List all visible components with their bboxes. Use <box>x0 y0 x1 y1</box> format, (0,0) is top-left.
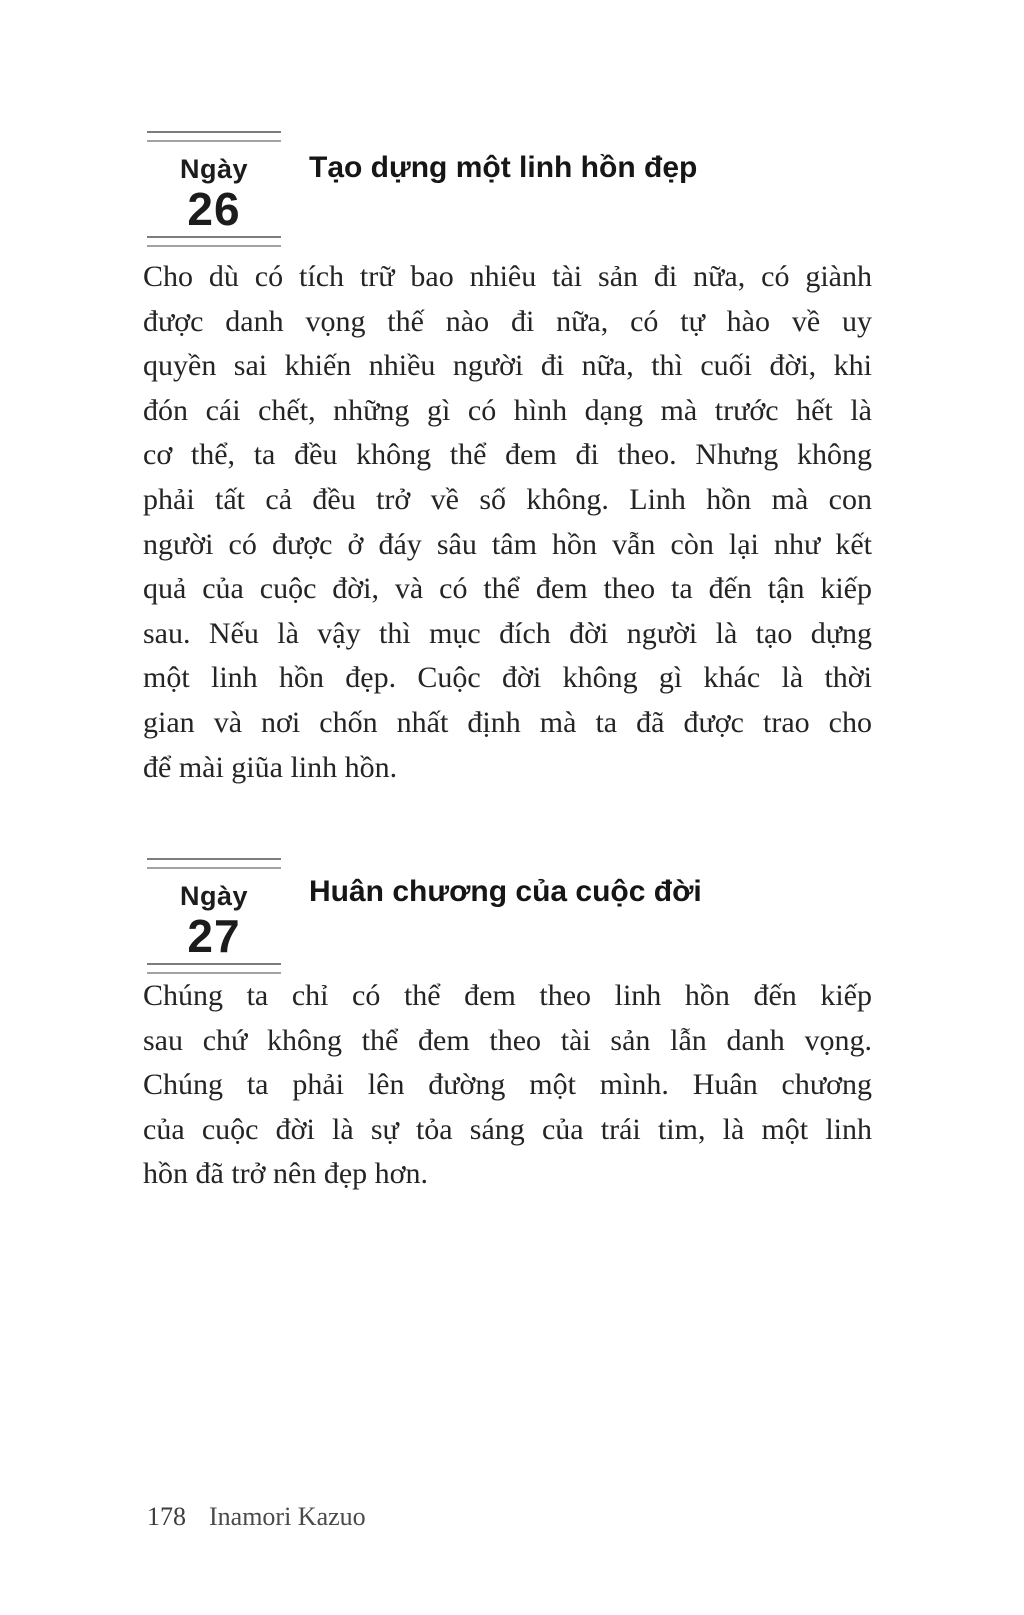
page-number: 178 <box>147 1502 186 1531</box>
text-line: Cho dù có tích trữ bao nhiêu tài sản đi nữa, có giành <box>143 260 872 293</box>
text-line: đón cái chết, những gì có hình dạng mà trước hết là <box>143 393 872 427</box>
text-line: được danh vọng thế nào đi nữa, có tự hào về uy <box>143 304 872 338</box>
page-footer <box>147 1502 366 1532</box>
text-line: một linh hồn đẹp. Cuộc đời không gì khác là thời <box>143 661 872 695</box>
text-line: Chúng ta phải lên đường một mình. Huân chương <box>143 1068 872 1102</box>
day-badge-27 <box>147 858 281 974</box>
text-line: sau chứ không thể đem theo tài sản lẫn danh vọng. <box>143 1023 872 1057</box>
day-label: Ngày <box>179 154 249 184</box>
entry-paragraph-27 <box>143 974 872 1197</box>
text-line: quyền sai khiến nhiều người đi nữa, thì cuối đời, khi <box>143 349 872 383</box>
running-author: Inamori Kazuo <box>209 1502 366 1531</box>
text-line: sau. Nếu là vậy thì mục đích đời người là tạo dựng <box>143 616 872 650</box>
day-number: 27 <box>187 910 241 962</box>
text-line: của cuộc đời là sự tỏa sáng của trái tim, là một linh <box>143 1112 872 1146</box>
text-line: cơ thể, ta đều không thể đem đi theo. Nhưng không <box>143 438 872 472</box>
entry-title-26: Tạo dựng một linh hồn đẹp <box>309 151 698 184</box>
badge-bottom-rule <box>147 963 281 974</box>
text-line: hồn đã trở nên đẹp hơn. <box>143 1157 428 1191</box>
entry-title-27: Huân chương của cuộc đời <box>309 875 702 908</box>
text-line: phải tất cả đều trở về số không. Linh hồn mà con <box>143 482 872 516</box>
entry-paragraph-26 <box>143 255 872 790</box>
day-number: 26 <box>187 183 241 235</box>
day-label: Ngày <box>179 881 249 911</box>
badge-top-rule <box>147 131 281 142</box>
text-line: quả của cuộc đời, và có thể đem theo ta đến tận kiếp <box>143 572 872 606</box>
text-line: để mài giũa linh hồn. <box>143 750 398 784</box>
badge-top-rule <box>147 858 281 869</box>
day-badge-26 <box>147 131 281 247</box>
badge-bottom-rule <box>147 236 281 247</box>
text-line: Chúng ta chỉ có thể đem theo linh hồn đến kiếp <box>143 979 872 1012</box>
text-line: người có được ở đáy sâu tâm hồn vẫn còn lại như kết <box>143 527 872 561</box>
text-line: gian và nơi chốn nhất định mà ta đã được trao cho <box>143 705 872 739</box>
